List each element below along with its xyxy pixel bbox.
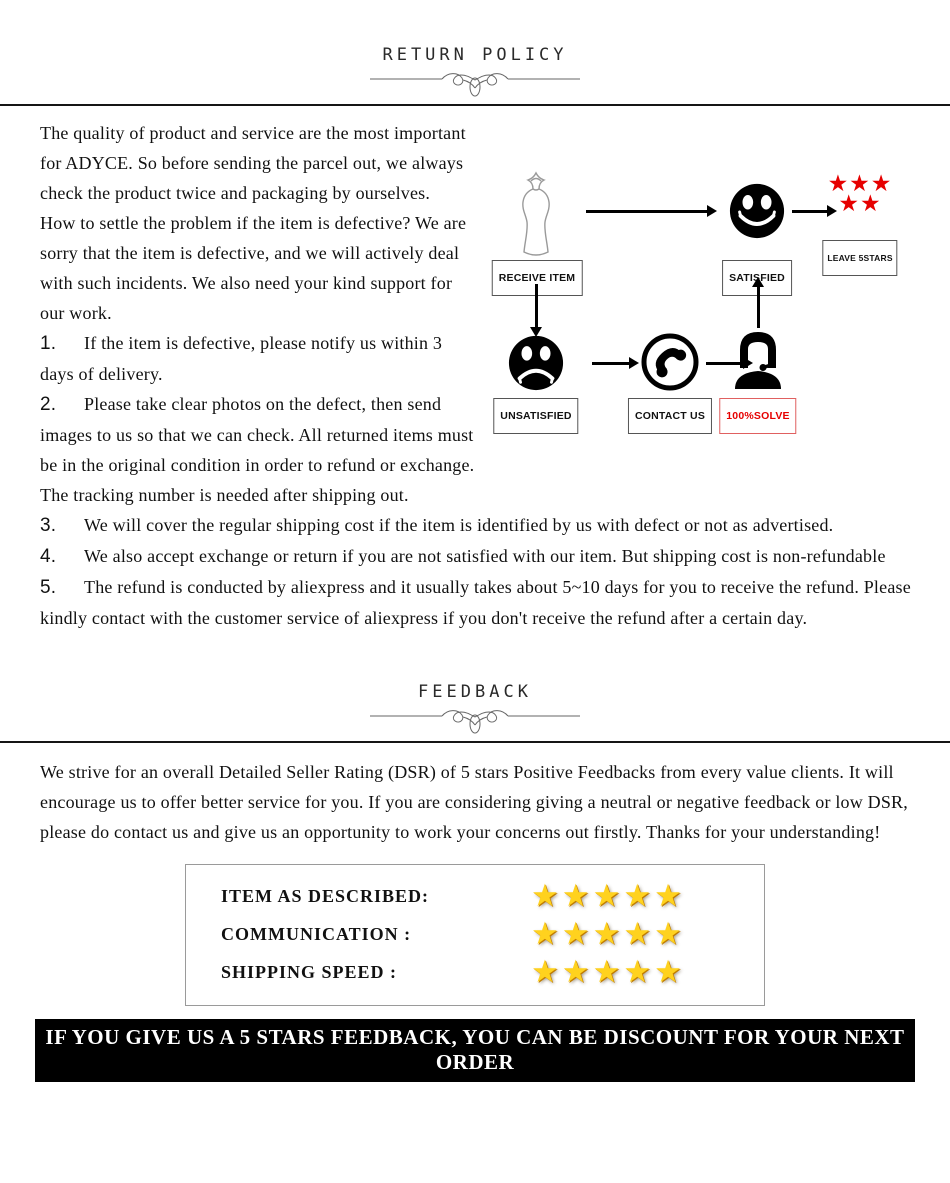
phone-circle-icon (640, 332, 700, 392)
policy-item-5 (40, 572, 914, 633)
arrow-receive-to-satisfied (586, 210, 708, 213)
flourish-divider-icon (370, 68, 580, 98)
satisfied-label: SATISFIED (722, 260, 792, 296)
discount-banner: IF YOU GIVE US A 5 STARS FEEDBACK, YOU CAN BE DISCOUNT FOR YOUR NEXT ORDER (35, 1019, 915, 1082)
receive-item-label: RECEIVE ITEM (492, 260, 583, 296)
happy-face-icon (728, 182, 786, 240)
solve-label: 100%SOLVE (719, 398, 796, 434)
contact-us-label: CONTACT US (628, 398, 712, 434)
arrow-unsatisfied-to-contact (592, 362, 630, 365)
flourish-divider-icon (370, 705, 580, 735)
item-number: 4. (40, 546, 57, 567)
sad-face-icon (507, 334, 565, 392)
rating-label: SHIPPING SPEED : (221, 961, 398, 982)
item-text: Please take clear photos on the defect, then send images to us so that we can check. All returned items must be in the original condition in order to refund or exchange. The tracking number is needed after shipping out. (40, 394, 475, 505)
arrow-receive-to-unsatisfied (535, 284, 538, 328)
item-text: We also accept exchange or return if you are not satisfied with our item. But shipping cost is non-refundable (84, 546, 886, 566)
return-policy-header (0, 0, 950, 98)
gold-stars-icon: ★★★★★ (531, 953, 685, 990)
dsr-rating-box (185, 864, 765, 1006)
leave-5stars-label: LEAVE 5STARS (822, 240, 897, 276)
item-number: 3. (40, 515, 57, 536)
item-text: If the item is defective, please notify us within 3 days of delivery. (40, 333, 443, 384)
red-stars-row-bottom: ★★ (838, 191, 882, 217)
customer-service-agent-icon (728, 328, 788, 390)
rating-row-item-described (186, 877, 764, 915)
policy-paragraph-1: The quality of product and service are the most important for ADYCE. So before sending the parcel out, we always check the product twice and packaging by ourselves. (40, 123, 466, 203)
return-policy-title: RETURN POLICY (382, 45, 568, 65)
policy-paragraph-2: How to settle the problem if the item is defective? We are sorry that the item is defective, and we will actively deal with such incidents. We also need your kind support for our work. (40, 213, 467, 323)
item-number: 2. (40, 394, 57, 415)
return-policy-content (0, 106, 950, 633)
dress-icon (510, 170, 562, 256)
item-text: We will cover the regular shipping cost if the item is identified by us with defect or not as advertised. (84, 515, 834, 535)
item-number: 5. (40, 577, 57, 598)
item-text: The refund is conducted by aliexpress and it usually takes about 5~10 days for you to receive the refund. Please kindly contact with the customer service of aliexpress if you don't receive the refund after a certain day. (40, 577, 911, 628)
item-number: 1. (40, 333, 57, 354)
feedback-header (0, 633, 950, 735)
arrow-solve-to-satisfied (757, 286, 760, 328)
gold-stars-icon: ★★★★★ (531, 915, 685, 952)
gold-stars-icon: ★★★★★ (531, 877, 685, 914)
red-stars-row-top: ★★★ (827, 171, 893, 197)
rating-label: ITEM AS DESCRIBED: (221, 885, 430, 906)
feedback-paragraph-wrap (0, 743, 950, 847)
rating-row-communication (186, 915, 764, 953)
policy-item-4 (40, 541, 914, 572)
rating-label: COMMUNICATION : (221, 923, 412, 944)
policy-item-3 (40, 510, 914, 541)
unsatisfied-label: UNSATISFIED (493, 398, 578, 434)
feedback-title: FEEDBACK (418, 682, 532, 702)
red-stars-icon (805, 171, 915, 217)
rating-row-shipping-speed (186, 953, 764, 991)
return-flowchart (494, 144, 914, 490)
feedback-paragraph: We strive for an overall Detailed Seller Rating (DSR) of 5 stars Positive Feedbacks from every value clients. It will encourage us to offer better service for you. If you are considering giving a neutral or negative feedback or low DSR, please do contact us and give us an opportunity to work your concerns out firstly. Thanks for your understanding! (40, 762, 908, 842)
